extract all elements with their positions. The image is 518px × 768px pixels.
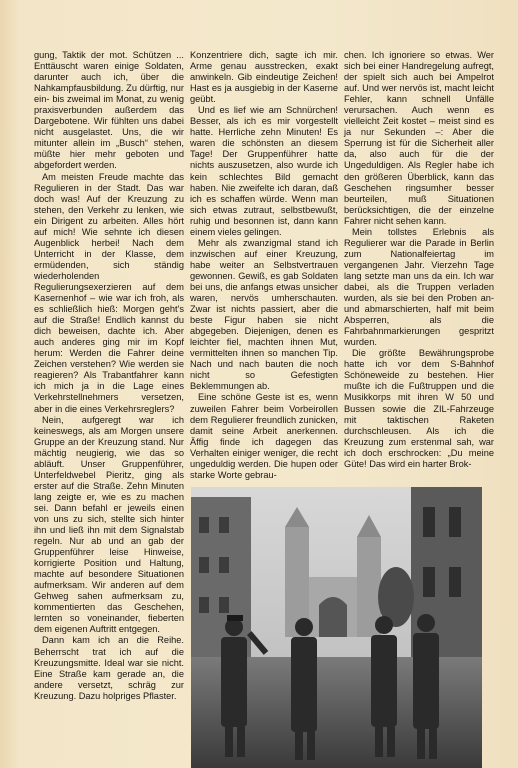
- paragraph: Nein, aufgeregt war ich keineswegs, als am Morgen unsere Gruppe an der Kreuzung stand. Nur mächtig neugierig, wie das so abläuft. Unser Gruppenführer, Unterfeldwebel Pieritz, ging als erster auf die Straße. Zehn Minuten lang zeigte er, wie es zu machen sei. Dann befahl er jeweils einen von uns zu sich, stellte sich hinter ihn und ließ ihn mit dem Signalstab regeln. Nur ab und an gab der Gruppenführer leise Hinweise, korrigierte Position und Haltung, machte auf besondere Situationen aufmerksam. Wir anderen auf dem Gehweg sahen aufmerksam zu, kommentierten das Geschehen, lernten so voneinander, fieberten dem eigenen Auftritt entgegen.: [34, 414, 184, 635]
- paragraph: Am meisten Freude machte das Regulieren in der Stadt. Das war doch was! Auf der Kreuzung zu stehen, den Verkehr zu lenken, wie ein Dirigent zu arbeiten. Alles hört auf mich! Wie sehnte ich diesen Augenblick herbei! Nach dem Unterricht in der Klasse, dem ermüdenden, sich ständig wiederholenden Regulierungsexerzieren auf dem Kasernenhof – wie war ich froh, als es schließlich hieß: Morgen geht's auf die Straße! Endlich kannst du dich beweisen, dachte ich. Aber auch anderes ging mir im Kopf herum: Werden die Fahrer deine Zeichen verstehen? Wie werden sie reagieren? Als Trabantfahrer kann ich mich ja in die Lage eines Verkehrstellnehmers versetzen, aber in die eines Verkehrsreglers?: [34, 171, 184, 414]
- paragraph: Mein tollstes Erlebnis als Regulierer war die Parade in Berlin zum Nationalfeiertag im vergangenen Jahr. Vierzehn Tage lang setzte man uns da ein. Ich war dabei, als die Truppen verladen wurden, als sie bei den Proben an- und abmarschierten, half mit beim Absperren, als die Fahrbahnmarkierungen gespritzt wurden.: [344, 226, 494, 348]
- text-column-1: [34, 50, 184, 762]
- paragraph: chen. Ich ignoriere so etwas. Wer sich bei einer Handregelung aufregt, der spielt sich auch bei Ampelrot auf. Und wer nervös ist, macht leicht Fehler, kann schnell Unfälle verursachen. Auch wenn es vielleicht Zeit kostet – meist sind es ja nur Sekunden –: Aber die Sperrung ist für die Sicherheit aller da, also auch für die der Ungeduldigen. Als Regler habe ich den größeren Überblick, kann das Geschehen ringsumher besser beurteilen, muß Situationen berücksichtigen, die der einzelne Fahrer nicht sehen kann.: [344, 50, 494, 226]
- paragraph: Eine schöne Geste ist es, wenn zuweilen Fahrer beim Vorbeirollen dem Regulierer freundlich zunicken, damit seine Arbeit anerkennen. Äffig finde ich dagegen das Verhalten einiger weniger, die recht ungeduldig werden. Die hupen oder starke Worte gebrau-: [190, 392, 338, 480]
- text-column-2: [190, 50, 338, 480]
- paragraph: Die größte Bewährungsprobe hatte ich vor dem S-Bahnhof Schöneweide zu bestehen. Hier mußte ich die Fußtruppen und die Musikkorps mit ihren W 50 und Bussen sowie die ZIL-Fahrzeuge mit taktischen Raketen durchschleusen. Als ich die Kreuzung zum erstenmal sah, war ich doch erschrocken: „Du meine Güte! Das wird ein harter Brok-: [344, 348, 494, 469]
- photo-soldiers-saluting: [191, 487, 482, 768]
- text-column-3: [344, 50, 494, 480]
- paragraph: Mehr als zwanzigmal stand ich inzwischen auf einer Kreuzung, habe weiter an Selbstvertrauen gewonnen. Gewiß, es gab Soldaten bei uns, die anfangs etwas unsicher waren, nervös umherschauten. Zwar ist nichts passiert, aber die beste Figur haben sie nicht abgegeben. Diejenigen, denen es leichter fiel, machten ihnen Mut, vermittelten ihnen so manchen Tip. Nach und nach bauten die noch nicht so Gefestigten Beklemmungen ab.: [190, 237, 338, 392]
- paragraph: Und es lief wie am Schnürchen! Besser, als ich es mir vorgestellt hatte. Herrliche zehn Minuten! Es waren die schönsten an diesem Tage! Der Gruppenführer hatte nichts auszusetzen, also wurde ich kein schlechtes Bild gemacht haben. Nie zweifelte ich daran, daß ich es schaffen würde. Wenn man sich etwas zutraut, selbstbewußt, ruhig und besonnen ist, dann kann einem vieles gelingen.: [190, 105, 338, 237]
- paragraph: Konzentriere dich, sagte ich mir. Arme genau ausstrecken, exakt anwinkeln. Gib eindeutige Zeichen! Hast es ja ausgiebig in der Kaserne geübt.: [190, 50, 338, 105]
- paragraph: gung, Taktik der mot. Schützen ... Enttäuscht waren einige Soldaten, darunter auch ich, über die Nahkampfausbildung. Zu dürftig, nur ein- bis zweimal im Monat, zu wenig praxisverbunden außerdem das Dargebotene. Wir fühlten uns dabei nicht ausgelastet. Uns, die wir mitunter allein im „Busch“ stehen, müßte hier mehr geboten und abgefordert werden.: [34, 50, 184, 171]
- paragraph: Dann kam ich an die Reihe. Beherrscht trat ich auf die Kreuzungsmitte. Ideal war sie nicht. Eine Straße kam gerade an, die andere versetzt, schräg zur Kreuzung. Dazu holpriges Pflaster.: [34, 635, 184, 701]
- photo-illustration: [191, 487, 482, 768]
